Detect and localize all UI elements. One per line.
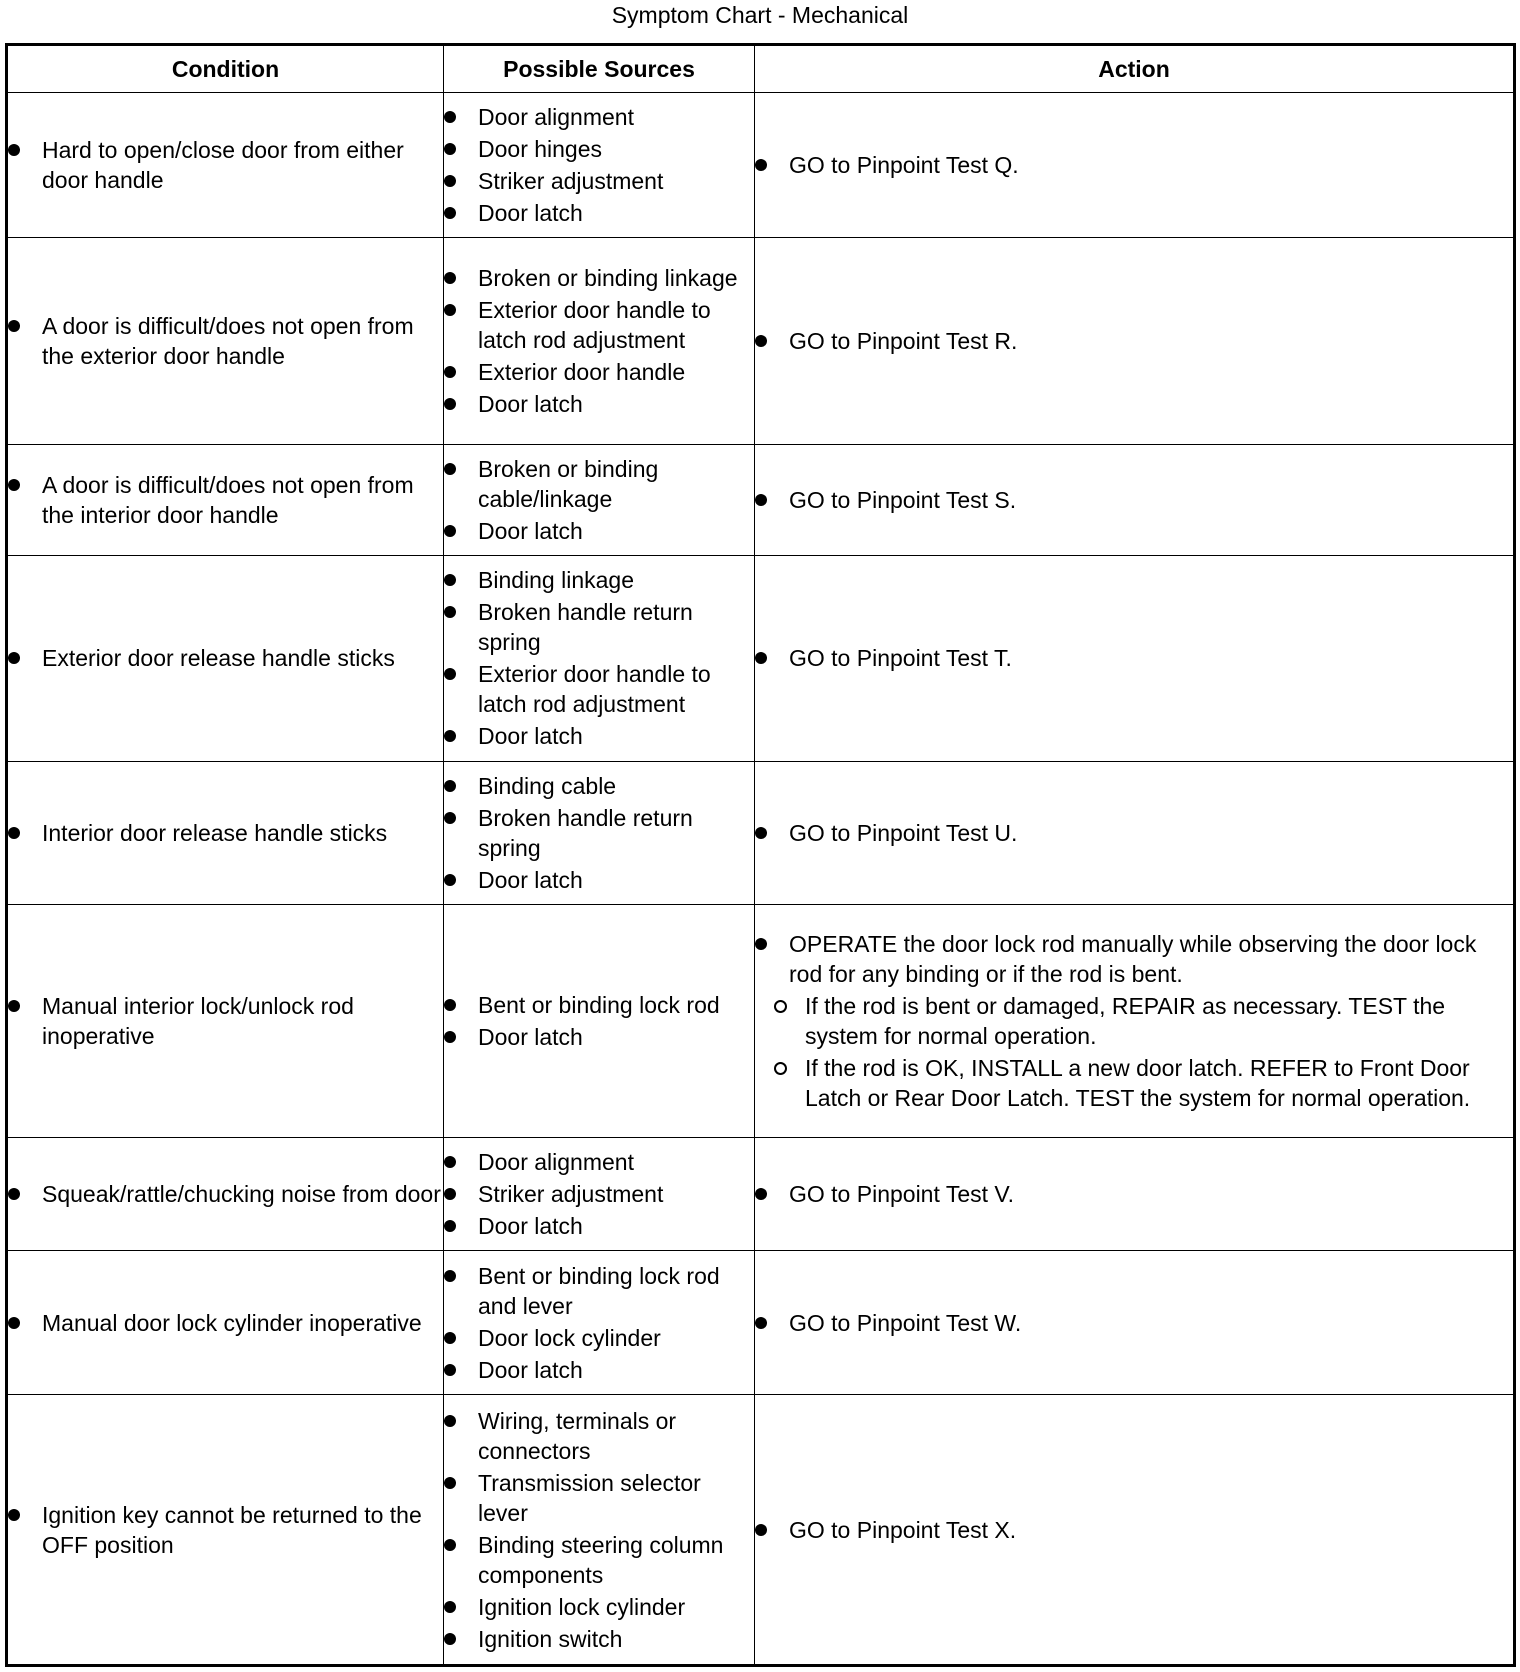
table-row bbox=[7, 555, 1515, 761]
action-text: OPERATE the door lock rod manually while observing the door lock rod for any binding or if the rod is bent. bbox=[789, 930, 1477, 987]
sources-cell bbox=[444, 444, 755, 555]
header-row bbox=[7, 45, 1515, 93]
sub-bullet-icon bbox=[774, 1062, 787, 1075]
source-item: Door lock cylinder bbox=[478, 1324, 661, 1351]
condition-text: Manual interior lock/unlock rod inoperative bbox=[42, 992, 354, 1049]
sources-cell bbox=[444, 238, 755, 445]
bullet-icon bbox=[755, 335, 767, 347]
table-row bbox=[7, 761, 1515, 904]
action-sub-item: If the rod is bent or damaged, REPAIR as necessary. TEST the system for normal operation. bbox=[805, 992, 1446, 1049]
table-row bbox=[7, 1138, 1515, 1251]
bullet-icon bbox=[444, 175, 456, 187]
bullet-icon bbox=[8, 827, 20, 839]
table-row bbox=[7, 1395, 1515, 1666]
source-item: Broken or binding linkage bbox=[478, 264, 738, 291]
action-cell bbox=[755, 904, 1515, 1138]
sources-cell bbox=[444, 761, 755, 904]
action-text: GO to Pinpoint Test X. bbox=[789, 1516, 1017, 1543]
action-cell bbox=[755, 555, 1515, 761]
sources-cell bbox=[444, 555, 755, 761]
source-item: Door latch bbox=[478, 390, 583, 417]
bullet-icon bbox=[444, 1332, 456, 1344]
source-item: Ignition lock cylinder bbox=[478, 1593, 686, 1620]
action-cell bbox=[755, 1251, 1515, 1395]
bullet-icon bbox=[444, 606, 456, 618]
bullet-icon bbox=[444, 1477, 456, 1489]
bullet-icon bbox=[755, 652, 767, 664]
bullet-icon bbox=[444, 111, 456, 123]
bullet-icon bbox=[755, 1317, 767, 1329]
header-possible-sources: Possible Sources bbox=[444, 45, 755, 93]
bullet-icon bbox=[444, 1156, 456, 1168]
bullet-icon bbox=[444, 812, 456, 824]
action-cell bbox=[755, 93, 1515, 238]
bullet-icon bbox=[444, 207, 456, 219]
source-item: Ignition switch bbox=[478, 1625, 623, 1652]
bullet-icon bbox=[444, 1415, 456, 1427]
bullet-icon bbox=[444, 463, 456, 475]
bullet-icon bbox=[755, 938, 767, 950]
source-item: Binding linkage bbox=[478, 567, 635, 594]
action-sub-item: If the rod is OK, INSTALL a new door latch. REFER to Front Door Latch or Rear Door Latch. TEST the system for normal operation. bbox=[805, 1054, 1471, 1111]
condition-cell bbox=[7, 1251, 444, 1395]
source-item: Door alignment bbox=[478, 1149, 634, 1176]
sources-cell bbox=[444, 904, 755, 1138]
bullet-icon bbox=[444, 874, 456, 886]
bullet-icon bbox=[755, 159, 767, 171]
bullet-icon bbox=[444, 1220, 456, 1232]
source-item: Striker adjustment bbox=[478, 168, 664, 195]
bullet-icon bbox=[444, 1539, 456, 1551]
source-item: Exterior door handle to latch rod adjustment bbox=[478, 661, 711, 718]
bullet-icon bbox=[444, 668, 456, 680]
bullet-icon bbox=[444, 999, 456, 1011]
sources-cell bbox=[444, 1138, 755, 1251]
action-text: GO to Pinpoint Test T. bbox=[789, 645, 1012, 672]
bullet-icon bbox=[8, 144, 20, 156]
action-text: GO to Pinpoint Test V. bbox=[789, 1181, 1015, 1208]
condition-text: Hard to open/close door from either door handle bbox=[42, 137, 404, 194]
source-item: Door latch bbox=[478, 200, 583, 227]
source-item: Wiring, terminals or connectors bbox=[478, 1407, 677, 1464]
source-item: Transmission selector lever bbox=[478, 1469, 701, 1526]
source-item: Broken or binding cable/linkage bbox=[478, 455, 659, 512]
bullet-icon bbox=[444, 272, 456, 284]
action-cell bbox=[755, 1395, 1515, 1666]
action-text: GO to Pinpoint Test U. bbox=[789, 819, 1018, 846]
bullet-icon bbox=[444, 143, 456, 155]
action-cell bbox=[755, 1138, 1515, 1251]
bullet-icon bbox=[444, 1633, 456, 1645]
bullet-icon bbox=[444, 574, 456, 586]
bullet-icon bbox=[444, 398, 456, 410]
condition-text: Squeak/rattle/chucking noise from door bbox=[42, 1181, 441, 1208]
bullet-icon bbox=[8, 1509, 20, 1521]
source-item: Bent or binding lock rod bbox=[478, 991, 720, 1018]
sub-bullet-icon bbox=[774, 1000, 787, 1013]
bullet-icon bbox=[444, 780, 456, 792]
bullet-icon bbox=[8, 1317, 20, 1329]
sources-cell bbox=[444, 93, 755, 238]
bullet-icon bbox=[444, 1031, 456, 1043]
source-item: Door alignment bbox=[478, 104, 634, 131]
bullet-icon bbox=[8, 1188, 20, 1200]
condition-cell bbox=[7, 93, 444, 238]
source-item: Striker adjustment bbox=[478, 1181, 664, 1208]
header-action: Action bbox=[755, 45, 1515, 93]
source-item: Broken handle return spring bbox=[478, 804, 693, 861]
action-text: GO to Pinpoint Test Q. bbox=[789, 152, 1019, 179]
source-item: Broken handle return spring bbox=[478, 599, 693, 656]
sources-cell bbox=[444, 1251, 755, 1395]
source-item: Door hinges bbox=[478, 136, 603, 163]
source-item: Exterior door handle to latch rod adjustment bbox=[478, 296, 711, 353]
bullet-icon bbox=[444, 1601, 456, 1613]
table-row bbox=[7, 238, 1515, 445]
bullet-icon bbox=[755, 1188, 767, 1200]
source-item: Binding cable bbox=[478, 772, 617, 799]
bullet-icon bbox=[444, 304, 456, 316]
condition-cell bbox=[7, 904, 444, 1138]
source-item: Door latch bbox=[478, 1356, 583, 1383]
header-condition: Condition bbox=[7, 45, 444, 93]
source-item: Binding steering column components bbox=[478, 1531, 724, 1588]
condition-cell bbox=[7, 1138, 444, 1251]
condition-cell bbox=[7, 238, 444, 445]
bullet-icon bbox=[444, 730, 456, 742]
table-row bbox=[7, 93, 1515, 238]
table-row bbox=[7, 444, 1515, 555]
bullet-icon bbox=[8, 479, 20, 491]
table-row bbox=[7, 1251, 1515, 1395]
source-item: Door latch bbox=[478, 723, 583, 750]
bullet-icon bbox=[8, 1000, 20, 1012]
action-cell bbox=[755, 238, 1515, 445]
action-cell bbox=[755, 444, 1515, 555]
condition-cell bbox=[7, 555, 444, 761]
symptom-chart-table bbox=[5, 43, 1516, 1667]
sources-cell bbox=[444, 1395, 755, 1666]
condition-text: Interior door release handle sticks bbox=[42, 819, 388, 846]
source-item: Door latch bbox=[478, 1023, 583, 1050]
bullet-icon bbox=[755, 494, 767, 506]
condition-text: A door is difficult/does not open from the interior door handle bbox=[42, 471, 414, 528]
source-item: Exterior door handle bbox=[478, 358, 686, 385]
bullet-icon bbox=[755, 827, 767, 839]
bullet-icon bbox=[444, 366, 456, 378]
source-item: Bent or binding lock rod and lever bbox=[478, 1262, 720, 1319]
condition-cell bbox=[7, 1395, 444, 1666]
condition-cell bbox=[7, 761, 444, 904]
source-item: Door latch bbox=[478, 517, 583, 544]
bullet-icon bbox=[444, 525, 456, 537]
bullet-icon bbox=[444, 1188, 456, 1200]
condition-cell bbox=[7, 444, 444, 555]
action-text: GO to Pinpoint Test R. bbox=[789, 327, 1018, 354]
source-item: Door latch bbox=[478, 866, 583, 893]
action-text: GO to Pinpoint Test S. bbox=[789, 486, 1017, 513]
action-cell bbox=[755, 761, 1515, 904]
bullet-icon bbox=[444, 1270, 456, 1282]
source-item: Door latch bbox=[478, 1213, 583, 1240]
bullet-icon bbox=[8, 320, 20, 332]
bullet-icon bbox=[755, 1524, 767, 1536]
bullet-icon bbox=[8, 652, 20, 664]
condition-text: Ignition key cannot be returned to the OFF position bbox=[42, 1501, 422, 1558]
table-row bbox=[7, 904, 1515, 1138]
page-title: Symptom Chart - Mechanical bbox=[611, 2, 909, 28]
condition-text: A door is difficult/does not open from the exterior door handle bbox=[42, 312, 414, 369]
bullet-icon bbox=[444, 1364, 456, 1376]
condition-text: Manual door lock cylinder inoperative bbox=[42, 1309, 422, 1336]
action-text: GO to Pinpoint Test W. bbox=[789, 1309, 1022, 1336]
condition-text: Exterior door release handle sticks bbox=[42, 645, 395, 672]
